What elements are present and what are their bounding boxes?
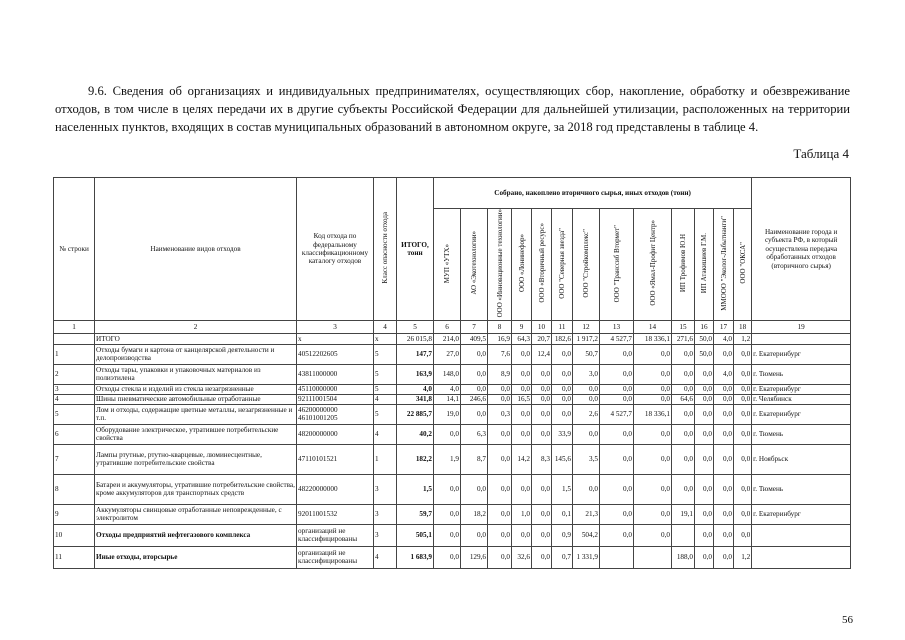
column-number: 6 [434, 320, 461, 333]
waste-name: Шины пневматические автомобильные отработанные [95, 394, 297, 404]
org-value: 0,0 [600, 384, 634, 394]
org-value: 0,0 [461, 474, 488, 504]
org-header-cell [512, 209, 532, 321]
org-header-cell [488, 209, 512, 321]
org-header-text: ООО «Вторичный ресурс» [537, 223, 546, 304]
org-value: 0,0 [573, 474, 600, 504]
org-value: 0,0 [634, 364, 672, 384]
row-number: 2 [54, 364, 95, 384]
org-value: 0,0 [714, 504, 734, 524]
org-value: 0,0 [532, 524, 552, 546]
column-number: 3 [297, 320, 374, 333]
total-row-no [54, 333, 95, 344]
org-header-cell [552, 209, 573, 321]
page-number: 56 [842, 614, 853, 626]
org-value: 0,0 [734, 384, 752, 394]
waste-name: Лом и отходы, содержащие цветные металлы, незагрязненные и т.п. [95, 404, 297, 424]
org-value: 0,0 [600, 524, 634, 546]
table-row [54, 524, 851, 546]
waste-name: Отходы предприятий нефтегазового комплекса [95, 524, 297, 546]
total-destination [752, 333, 851, 344]
total-org-value: 64,3 [512, 333, 532, 344]
org-value: 0,3 [488, 404, 512, 424]
total-row [54, 333, 851, 344]
column-number: 1 [54, 320, 95, 333]
intro-paragraph: 9.6. Сведения об организациях и индивидуальных предпринимателях, осуществляющих сбор, накопление, обработку и обезвреживание отходов, в том числе в целях передачи их в другие субъекты Российской Федерации для дальнейшей утилизации, расположенных на территории населенных пунктов, входящих в состав муниципальных образований в автономном округе, за 2018 год представлены в таблице 4. [55, 84, 850, 134]
row-total: 40,2 [397, 424, 434, 444]
org-header-cell [573, 209, 600, 321]
org-value: 18 336,1 [634, 404, 672, 424]
table-row [54, 384, 851, 394]
waste-organizations-table [53, 177, 851, 569]
hazard-class: 5 [374, 384, 397, 394]
column-number: 16 [695, 320, 714, 333]
row-number: 4 [54, 394, 95, 404]
org-value: 504,2 [573, 524, 600, 546]
org-value: 0,0 [461, 524, 488, 546]
column-number: 19 [752, 320, 851, 333]
org-value: 0,0 [714, 394, 734, 404]
column-number: 4 [374, 320, 397, 333]
org-value: 0,0 [600, 344, 634, 364]
column-number: 15 [672, 320, 695, 333]
header-hazard-class-text: Класс опасности отхода [381, 211, 389, 284]
org-value: 3,0 [573, 364, 600, 384]
hazard-class: 3 [374, 504, 397, 524]
hazard-class: 1 [374, 444, 397, 474]
org-value: 0,0 [600, 504, 634, 524]
waste-name: Батареи и аккумуляторы, утратившие потребительские свойства, кроме аккумуляторов для транспортных средств [95, 474, 297, 504]
org-value [600, 546, 634, 568]
row-number: 10 [54, 524, 95, 546]
column-number: 2 [95, 320, 297, 333]
org-value: 0,0 [434, 424, 461, 444]
total-org-value: 1,2 [734, 333, 752, 344]
org-value: 0,0 [434, 546, 461, 568]
org-value: 2,6 [573, 404, 600, 424]
row-total: 505,1 [397, 524, 434, 546]
org-value: 0,0 [695, 474, 714, 504]
org-value: 0,0 [695, 424, 714, 444]
org-value: 1,5 [552, 474, 573, 504]
total-value: 26 015,8 [397, 333, 434, 344]
org-value: 0,7 [552, 546, 573, 568]
row-total: 1 683,9 [397, 546, 434, 568]
row-total: 59,7 [397, 504, 434, 524]
org-header-text: МУП «УТХ» [443, 243, 451, 283]
hazard-class: 3 [374, 474, 397, 504]
row-number: 6 [54, 424, 95, 444]
org-header-cell [461, 209, 488, 321]
column-number: 5 [397, 320, 434, 333]
org-value: 4 527,7 [600, 404, 634, 424]
org-value: 0,0 [488, 504, 512, 524]
destination: г. Тюмень [752, 424, 851, 444]
org-header-cell [600, 209, 634, 321]
org-value: 0,0 [461, 344, 488, 364]
org-value: 0,0 [461, 364, 488, 384]
hazard-class: 3 [374, 524, 397, 546]
org-value: 0,0 [532, 384, 552, 394]
org-value: 0,0 [461, 384, 488, 394]
table-row [54, 546, 851, 568]
row-total: 147,7 [397, 344, 434, 364]
row-number: 5 [54, 404, 95, 424]
org-value: 0,0 [634, 504, 672, 524]
row-total: 163,9 [397, 364, 434, 384]
org-value: 0,0 [512, 404, 532, 424]
org-value: 0,0 [488, 384, 512, 394]
org-value: 0,0 [695, 524, 714, 546]
org-value: 0,0 [714, 384, 734, 394]
org-header-cell [714, 209, 734, 321]
org-value: 0,0 [573, 384, 600, 394]
org-header-text: ООО "Северная звезда" [558, 227, 566, 299]
destination: г. Челябинск [752, 394, 851, 404]
org-value: 0,0 [714, 344, 734, 364]
column-number: 8 [488, 320, 512, 333]
org-value: 0,0 [734, 394, 752, 404]
waste-code: 48220000000 [297, 474, 374, 504]
org-value: 0,0 [512, 384, 532, 394]
total-label: ИТОГО [95, 333, 297, 344]
org-value: 0,0 [714, 424, 734, 444]
org-value: 0,0 [695, 444, 714, 474]
total-org-value: 50,0 [695, 333, 714, 344]
waste-name: Отходы бумаги и картона от канцелярской деятельности и делопроизводства [95, 344, 297, 364]
org-value: 4,0 [434, 384, 461, 394]
org-value: 0,0 [532, 424, 552, 444]
org-header-text: ООО «Ямал-Профит Центр» [648, 220, 657, 307]
org-value: 0,0 [734, 474, 752, 504]
org-header-text: ООО "Стройкомплекс" [582, 228, 590, 298]
waste-code: 47110101521 [297, 444, 374, 474]
row-total: 4,0 [397, 384, 434, 394]
org-value: 0,0 [532, 364, 552, 384]
org-value: 14,2 [512, 444, 532, 474]
column-number: 17 [714, 320, 734, 333]
table-row [54, 474, 851, 504]
org-value: 148,0 [434, 364, 461, 384]
org-value: 0,0 [734, 364, 752, 384]
waste-code: 92011001532 [297, 504, 374, 524]
total-org-value: 214,0 [434, 333, 461, 344]
org-value: 0,0 [634, 384, 672, 394]
column-number: 14 [634, 320, 672, 333]
waste-name: Оборудование электрическое, утратившее потребительские свойства [95, 424, 297, 444]
org-header-text: ООО «Лонинефор» [517, 234, 526, 293]
column-number-row [54, 320, 851, 333]
waste-code: 48200000000 [297, 424, 374, 444]
org-value: 0,0 [532, 504, 552, 524]
org-value: 0,0 [573, 424, 600, 444]
header-collected: Собрано, накоплено вторичного сырья, иных отходов (тонн) [434, 178, 752, 209]
waste-code: 46200000000 46101001205 [297, 404, 374, 424]
org-value: 0,0 [672, 344, 695, 364]
destination: г. Ноябрьск [752, 444, 851, 474]
header-code: Код отхода по федеральному классификационному каталогу отходов [297, 178, 374, 321]
org-value: 0,0 [532, 546, 552, 568]
hazard-class: 5 [374, 404, 397, 424]
org-value: 8,7 [461, 444, 488, 474]
org-value: 0,0 [695, 404, 714, 424]
org-header-cell [532, 209, 552, 321]
org-value: 0,0 [552, 364, 573, 384]
row-number: 9 [54, 504, 95, 524]
table-row [54, 344, 851, 364]
org-value: 4,0 [714, 364, 734, 384]
org-value: 0,0 [734, 344, 752, 364]
org-value: 0,9 [552, 524, 573, 546]
org-value: 19,1 [672, 504, 695, 524]
org-value: 0,0 [714, 474, 734, 504]
org-value: 14,1 [434, 394, 461, 404]
org-header-cell [434, 209, 461, 321]
org-value: 188,0 [672, 546, 695, 568]
waste-code: 40512202605 [297, 344, 374, 364]
column-number: 12 [573, 320, 600, 333]
org-value: 0,1 [552, 504, 573, 524]
hazard-class: 4 [374, 424, 397, 444]
org-value: 0,0 [600, 474, 634, 504]
waste-code: 45110000000 [297, 384, 374, 394]
org-value: 0,0 [532, 474, 552, 504]
org-value: 0,0 [634, 524, 672, 546]
org-value: 19,0 [434, 404, 461, 424]
org-value: 18,2 [461, 504, 488, 524]
hazard-class: 4 [374, 394, 397, 404]
row-total: 22 885,7 [397, 404, 434, 424]
org-header-text: ИП Атакишиев Г.М. [700, 233, 708, 294]
org-value: 0,0 [488, 474, 512, 504]
org-value: 50,7 [573, 344, 600, 364]
org-header-text: ООО "Транссиб Втормет" [612, 224, 621, 302]
total-org-value: 4,0 [714, 333, 734, 344]
org-value: 6,3 [461, 424, 488, 444]
org-value: 129,6 [461, 546, 488, 568]
org-value: 0,0 [434, 524, 461, 546]
org-value: 0,0 [695, 384, 714, 394]
org-value: 0,0 [734, 524, 752, 546]
total-org-value: 1 917,2 [573, 333, 600, 344]
org-value: 0,0 [552, 404, 573, 424]
destination: г. Тюмень [752, 474, 851, 504]
org-value: 1,0 [512, 504, 532, 524]
waste-code: 92111001504 [297, 394, 374, 404]
waste-name: Отходы стекла и изделий из стекла незагрязненные [95, 384, 297, 394]
destination: г. Екатеринбург [752, 384, 851, 394]
row-total: 182,2 [397, 444, 434, 474]
column-number: 7 [461, 320, 488, 333]
org-value: 0,0 [512, 524, 532, 546]
org-value: 0,0 [714, 404, 734, 424]
total-org-value: 18 336,1 [634, 333, 672, 344]
org-value: 0,0 [434, 474, 461, 504]
destination [752, 524, 851, 546]
row-total: 1,5 [397, 474, 434, 504]
row-number: 11 [54, 546, 95, 568]
waste-name: Отходы тары, упаковки и упаковочных материалов из полиэтилена [95, 364, 297, 384]
org-value: 32,6 [512, 546, 532, 568]
org-value: 0,0 [573, 394, 600, 404]
org-header-text: ООО "ОКСА" [738, 242, 747, 284]
org-value: 0,0 [714, 546, 734, 568]
org-value: 0,0 [532, 394, 552, 404]
org-value: 0,0 [512, 424, 532, 444]
org-value: 0,0 [434, 504, 461, 524]
org-value: 0,0 [532, 404, 552, 424]
waste-name: Аккумуляторы свинцовые отработанные неповрежденные, с электролитом [95, 504, 297, 524]
table-row [54, 504, 851, 524]
table-caption: Таблица 4 [793, 146, 849, 161]
header-hazard-class [374, 178, 397, 321]
total-org-value: 409,5 [461, 333, 488, 344]
org-value: 0,0 [672, 474, 695, 504]
org-value: 0,0 [600, 424, 634, 444]
org-value: 0,0 [488, 424, 512, 444]
destination: г. Екатеринбург [752, 504, 851, 524]
org-value: 1,2 [734, 546, 752, 568]
hazard-class: 5 [374, 364, 397, 384]
org-value: 1 331,9 [573, 546, 600, 568]
org-value: 8,3 [532, 444, 552, 474]
org-value [672, 524, 695, 546]
table-row [54, 394, 851, 404]
org-value: 246,6 [461, 394, 488, 404]
destination [752, 546, 851, 568]
waste-code: организаций не классифицированы [297, 524, 374, 546]
org-value: 0,0 [734, 504, 752, 524]
org-value: 0,0 [600, 364, 634, 384]
org-value: 0,0 [512, 364, 532, 384]
total-class: x [374, 333, 397, 344]
org-value: 0,0 [634, 474, 672, 504]
org-value: 0,0 [714, 444, 734, 474]
org-value: 0,0 [672, 364, 695, 384]
column-number: 9 [512, 320, 532, 333]
org-value: 16,5 [512, 394, 532, 404]
org-value: 3,5 [573, 444, 600, 474]
org-value: 0,0 [634, 444, 672, 474]
table-row [54, 404, 851, 424]
destination: г. Тюмень [752, 364, 851, 384]
total-org-value: 16,9 [488, 333, 512, 344]
org-value: 0,0 [488, 524, 512, 546]
org-value: 0,0 [672, 444, 695, 474]
org-header-cell [734, 209, 752, 321]
destination: г. Екатеринбург [752, 404, 851, 424]
org-value: 0,0 [734, 444, 752, 474]
header-total: ИТОГО, тонн [397, 178, 434, 321]
hazard-class: 4 [374, 546, 397, 568]
org-value: 27,0 [434, 344, 461, 364]
org-value: 0,0 [634, 344, 672, 364]
org-value: 0,0 [695, 364, 714, 384]
org-value: 0,0 [552, 394, 573, 404]
table-row [54, 444, 851, 474]
total-org-value: 271,6 [672, 333, 695, 344]
org-value: 8,9 [488, 364, 512, 384]
org-value: 0,0 [488, 394, 512, 404]
org-value: 0,0 [512, 474, 532, 504]
org-value: 0,0 [695, 394, 714, 404]
org-value: 0,0 [734, 424, 752, 444]
org-value: 0,0 [634, 424, 672, 444]
table-row [54, 424, 851, 444]
org-value: 0,0 [488, 546, 512, 568]
org-header-text: ММООО "Эколог-Лабытнанги" [719, 215, 728, 311]
org-value: 0,0 [552, 384, 573, 394]
total-code: x [297, 333, 374, 344]
org-value: 64,6 [672, 394, 695, 404]
org-value: 0,0 [600, 394, 634, 404]
org-value: 0,0 [734, 404, 752, 424]
waste-name: Иные отходы, вторсырье [95, 546, 297, 568]
org-header-text: АО «Экотехнологии» [470, 231, 478, 296]
org-value: 7,6 [488, 344, 512, 364]
column-number: 13 [600, 320, 634, 333]
header-waste-name: Наименование видов отходов [95, 178, 297, 321]
org-value: 21,3 [573, 504, 600, 524]
column-number: 18 [734, 320, 752, 333]
total-org-value: 4 527,7 [600, 333, 634, 344]
org-header-cell [672, 209, 695, 321]
org-header-text: ООО «Инновационные технологии» [495, 209, 504, 318]
column-number: 11 [552, 320, 573, 333]
org-value: 0,0 [695, 546, 714, 568]
destination: г. Екатеринбург [752, 344, 851, 364]
table-body [54, 320, 851, 568]
org-value: 0,0 [672, 384, 695, 394]
org-value: 0,0 [512, 344, 532, 364]
table-row [54, 364, 851, 384]
row-number: 8 [54, 474, 95, 504]
org-value: 145,6 [552, 444, 573, 474]
org-value: 1,9 [434, 444, 461, 474]
waste-name: Лампы ртутные, ртутно-кварцевые, люминесцентные, утратившие потребительские свойства [95, 444, 297, 474]
org-value: 0,0 [600, 444, 634, 474]
org-value: 0,0 [552, 344, 573, 364]
org-header-cell [695, 209, 714, 321]
header-row-no: № строки [54, 178, 95, 321]
waste-code: организаций не классифицированы [297, 546, 374, 568]
org-value: 0,0 [461, 404, 488, 424]
org-value: 0,0 [672, 404, 695, 424]
org-value: 50,0 [695, 344, 714, 364]
total-org-value: 182,6 [552, 333, 573, 344]
org-value: 12,4 [532, 344, 552, 364]
hazard-class: 5 [374, 344, 397, 364]
org-value: 0,0 [672, 424, 695, 444]
org-header-text: ИП Трофимов Ю.Н [679, 234, 687, 293]
org-value: 0,0 [714, 524, 734, 546]
total-org-value: 20,7 [532, 333, 552, 344]
org-value: 0,0 [634, 394, 672, 404]
org-value: 33,9 [552, 424, 573, 444]
org-value: 0,0 [695, 504, 714, 524]
row-total: 341,8 [397, 394, 434, 404]
header-destination: Наименование города и субъекта РФ, в который осуществлена передача обработанных отходов (вторичного сырья) [752, 178, 851, 321]
org-value: 0,0 [488, 444, 512, 474]
row-number: 3 [54, 384, 95, 394]
org-header-cell [634, 209, 672, 321]
waste-code: 43811000000 [297, 364, 374, 384]
row-number: 7 [54, 444, 95, 474]
column-number: 10 [532, 320, 552, 333]
org-value [634, 546, 672, 568]
row-number: 1 [54, 344, 95, 364]
